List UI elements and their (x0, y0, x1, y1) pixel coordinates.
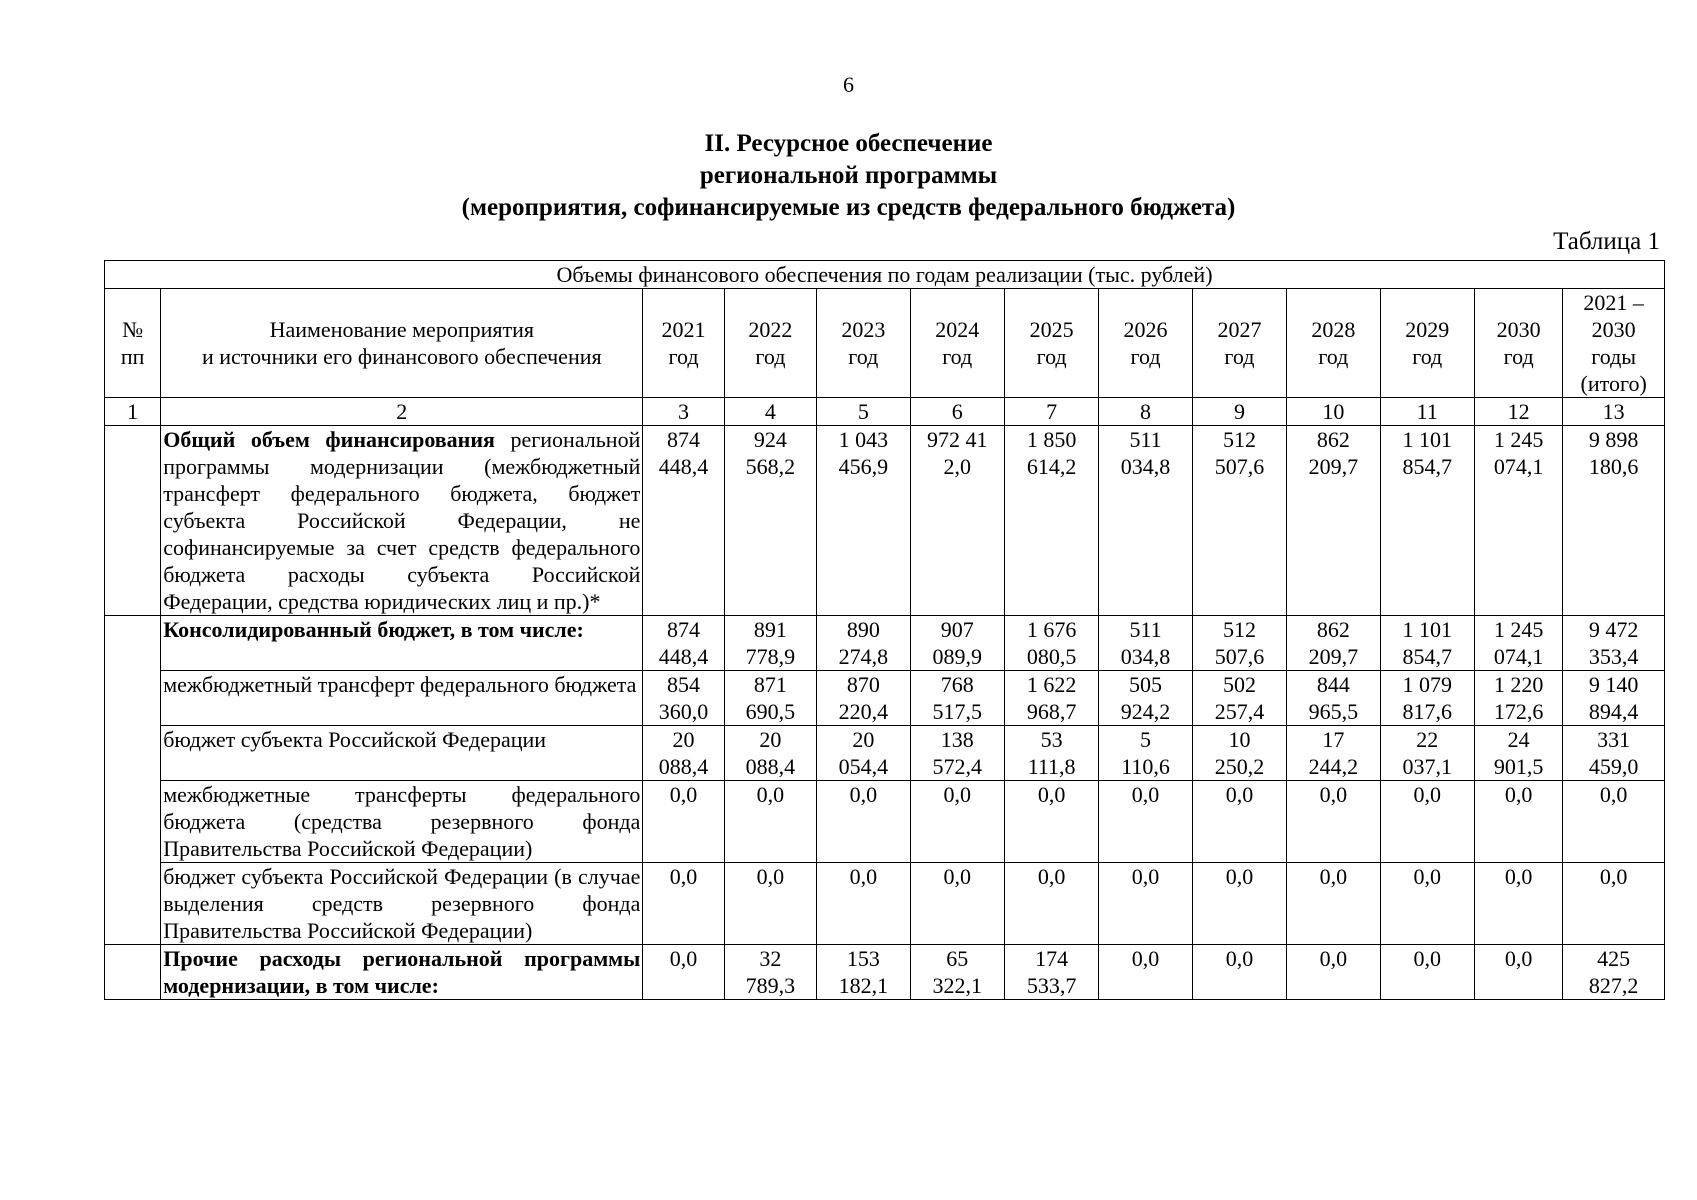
column-number: 4 (724, 398, 816, 426)
section-title (0, 128, 1697, 224)
row-year-value: 0,0 (1474, 945, 1562, 1000)
row-total-value: 9 472 353,4 (1563, 616, 1665, 671)
table-row (105, 671, 1665, 726)
row-total-value: 9 898 180,6 (1563, 426, 1665, 616)
row-year-value: 0,0 (1192, 863, 1286, 945)
row-year-value: 1 101 854,7 (1380, 616, 1474, 671)
row-name (161, 426, 643, 616)
row-year-value: 32 789,3 (724, 945, 816, 1000)
row-year-value: 65 322,1 (910, 945, 1004, 1000)
row-year-value: 1 245 074,1 (1474, 616, 1562, 671)
row-year-value: 53 111,8 (1004, 726, 1098, 781)
row-name-text: межбюджетный трансферт федерального бюджета (163, 672, 637, 697)
header-year: 2021 год (643, 289, 724, 398)
row-year-value: 890 274,8 (817, 616, 910, 671)
header-year: 2028 год (1287, 289, 1380, 398)
row-year-value: 0,0 (1287, 781, 1380, 863)
row-year-value: 0,0 (724, 863, 816, 945)
row-name-text: бюджет субъекта Российской Федерации (в случае выделения средств резервного фонда Правительства Российской Федерации) (163, 864, 641, 943)
row-number-cell (105, 945, 161, 1000)
row-number-cell (105, 781, 161, 863)
row-year-value: 10 250,2 (1192, 726, 1286, 781)
row-year-value: 17 244,2 (1287, 726, 1380, 781)
column-number: 9 (1192, 398, 1286, 426)
row-year-value: 862 209,7 (1287, 426, 1380, 616)
row-total-value: 9 140 894,4 (1563, 671, 1665, 726)
row-year-value: 0,0 (643, 781, 724, 863)
row-name-bold: Консолидированный бюджет, в том числе: (163, 617, 584, 642)
row-name (161, 781, 643, 863)
column-number: 11 (1380, 398, 1474, 426)
table-body (105, 426, 1665, 1000)
table-label: Таблица 1 (1553, 228, 1660, 255)
column-number: 13 (1563, 398, 1665, 426)
header-year: 2025 год (1004, 289, 1098, 398)
row-year-value: 5 110,6 (1099, 726, 1192, 781)
row-year-value: 0,0 (1287, 863, 1380, 945)
row-year-value: 0,0 (1474, 781, 1562, 863)
table-caption: Объемы финансового обеспечения по годам реализации (тыс. рублей) (105, 261, 1665, 289)
row-total-value: 425 827,2 (1563, 945, 1665, 1000)
row-year-value: 153 182,1 (817, 945, 910, 1000)
row-year-value: 874 448,4 (643, 616, 724, 671)
row-year-value: 0,0 (724, 781, 816, 863)
row-year-value: 0,0 (643, 945, 724, 1000)
row-year-value: 0,0 (1004, 863, 1098, 945)
page-number: 6 (843, 72, 854, 97)
row-year-value: 891 778,9 (724, 616, 816, 671)
row-name (161, 726, 643, 781)
row-total-value: 0,0 (1563, 781, 1665, 863)
table-row (105, 863, 1665, 945)
row-year-value: 505 924,2 (1099, 671, 1192, 726)
row-year-value: 0,0 (1474, 863, 1562, 945)
header-name: Наименование мероприятия и источники его финансового обеспечения (161, 289, 643, 398)
header-year: 2024 год (910, 289, 1004, 398)
row-year-value: 0,0 (1192, 945, 1286, 1000)
row-year-value: 0,0 (1099, 781, 1192, 863)
row-year-value: 1 079 817,6 (1380, 671, 1474, 726)
row-year-value: 924 568,2 (724, 426, 816, 616)
row-year-value: 174 533,7 (1004, 945, 1098, 1000)
column-number: 3 (643, 398, 724, 426)
header-total: 2021 – 2030 годы (итого) (1563, 289, 1665, 398)
row-year-value: 854 360,0 (643, 671, 724, 726)
row-year-value: 0,0 (1380, 863, 1474, 945)
row-year-value: 907 089,9 (910, 616, 1004, 671)
financing-table (104, 260, 1665, 1000)
row-year-value: 20 088,4 (643, 726, 724, 781)
row-year-value: 1 850 614,2 (1004, 426, 1098, 616)
row-number-cell (105, 671, 161, 726)
row-number-cell (105, 726, 161, 781)
row-name (161, 671, 643, 726)
row-year-value: 0,0 (1192, 781, 1286, 863)
row-name-text: межбюджетные трансферты федерального бюджета (средства резервного фонда Правительства Российской Федерации) (163, 782, 641, 861)
row-number-cell (105, 616, 161, 671)
row-name-bold: Общий объем финансирования (163, 427, 495, 452)
row-year-value: 871 690,5 (724, 671, 816, 726)
row-name-text: бюджет субъекта Российской Федерации (163, 727, 547, 752)
row-year-value: 0,0 (1380, 781, 1474, 863)
row-year-value: 512 507,6 (1192, 426, 1286, 616)
row-year-value: 862 209,7 (1287, 616, 1380, 671)
table-row (105, 426, 1665, 616)
column-number: 2 (161, 398, 643, 426)
column-number: 6 (910, 398, 1004, 426)
row-year-value: 1 245 074,1 (1474, 426, 1562, 616)
row-year-value: 0,0 (1287, 945, 1380, 1000)
row-year-value: 844 965,5 (1287, 671, 1380, 726)
column-number: 7 (1004, 398, 1098, 426)
row-number-cell (105, 863, 161, 945)
column-number: 12 (1474, 398, 1562, 426)
row-year-value: 1 220 172,6 (1474, 671, 1562, 726)
row-year-value: 1 676 080,5 (1004, 616, 1098, 671)
row-year-value: 0,0 (643, 863, 724, 945)
row-year-value: 0,0 (1099, 863, 1192, 945)
row-name (161, 863, 643, 945)
column-numbers-row (105, 398, 1665, 426)
row-year-value: 0,0 (1380, 945, 1474, 1000)
row-year-value: 768 517,5 (910, 671, 1004, 726)
table-row (105, 616, 1665, 671)
row-year-value: 972 41 2,0 (910, 426, 1004, 616)
table-row (105, 945, 1665, 1000)
row-year-value: 870 220,4 (817, 671, 910, 726)
row-year-value: 874 448,4 (643, 426, 724, 616)
row-year-value: 0,0 (1004, 781, 1098, 863)
row-year-value: 502 257,4 (1192, 671, 1286, 726)
row-total-value: 0,0 (1563, 863, 1665, 945)
row-year-value: 24 901,5 (1474, 726, 1562, 781)
header-year: 2026 год (1099, 289, 1192, 398)
row-year-value: 22 037,1 (1380, 726, 1474, 781)
row-name (161, 945, 643, 1000)
row-total-value: 331 459,0 (1563, 726, 1665, 781)
row-year-value: 1 043 456,9 (817, 426, 910, 616)
column-number: 8 (1099, 398, 1192, 426)
row-year-value: 511 034,8 (1099, 426, 1192, 616)
row-name-bold: Прочие расходы региональной программы модернизации, в том числе: (163, 946, 641, 998)
row-year-value: 511 034,8 (1099, 616, 1192, 671)
row-number-cell (105, 426, 161, 616)
row-year-value: 1 622 968,7 (1004, 671, 1098, 726)
header-year: 2022 год (724, 289, 816, 398)
table-row (105, 781, 1665, 863)
column-number: 5 (817, 398, 910, 426)
row-year-value: 20 054,4 (817, 726, 910, 781)
header-year: 2029 год (1380, 289, 1474, 398)
table-row (105, 726, 1665, 781)
row-year-value: 512 507,6 (1192, 616, 1286, 671)
title-line-2: региональной программы (699, 162, 998, 189)
row-year-value: 20 088,4 (724, 726, 816, 781)
title-line-1: II. Ресурсное обеспечение (704, 130, 993, 157)
header-year: 2030 год (1474, 289, 1562, 398)
row-year-value: 0,0 (910, 781, 1004, 863)
row-year-value: 138 572,4 (910, 726, 1004, 781)
header-number: № пп (105, 289, 161, 398)
row-year-value: 0,0 (910, 863, 1004, 945)
header-year: 2023 год (817, 289, 910, 398)
header-year: 2027 год (1192, 289, 1286, 398)
row-year-value: 0,0 (817, 863, 910, 945)
row-name-text: региональной программы модернизации (межбюджетный трансферт федерального бюджета, бюджет субъекта Российской Федерации, не софинансируемые за счет средств федерального бюджета расходы субъекта Российской Федерации, средства юридических лиц и пр.)* (163, 427, 641, 614)
row-year-value: 0,0 (1099, 945, 1192, 1000)
row-name (161, 616, 643, 671)
column-number: 10 (1287, 398, 1380, 426)
row-year-value: 0,0 (817, 781, 910, 863)
title-line-3: (мероприятия, софинансируемые из средств федерального бюджета) (461, 194, 1236, 221)
column-number: 1 (105, 398, 161, 426)
row-year-value: 1 101 854,7 (1380, 426, 1474, 616)
